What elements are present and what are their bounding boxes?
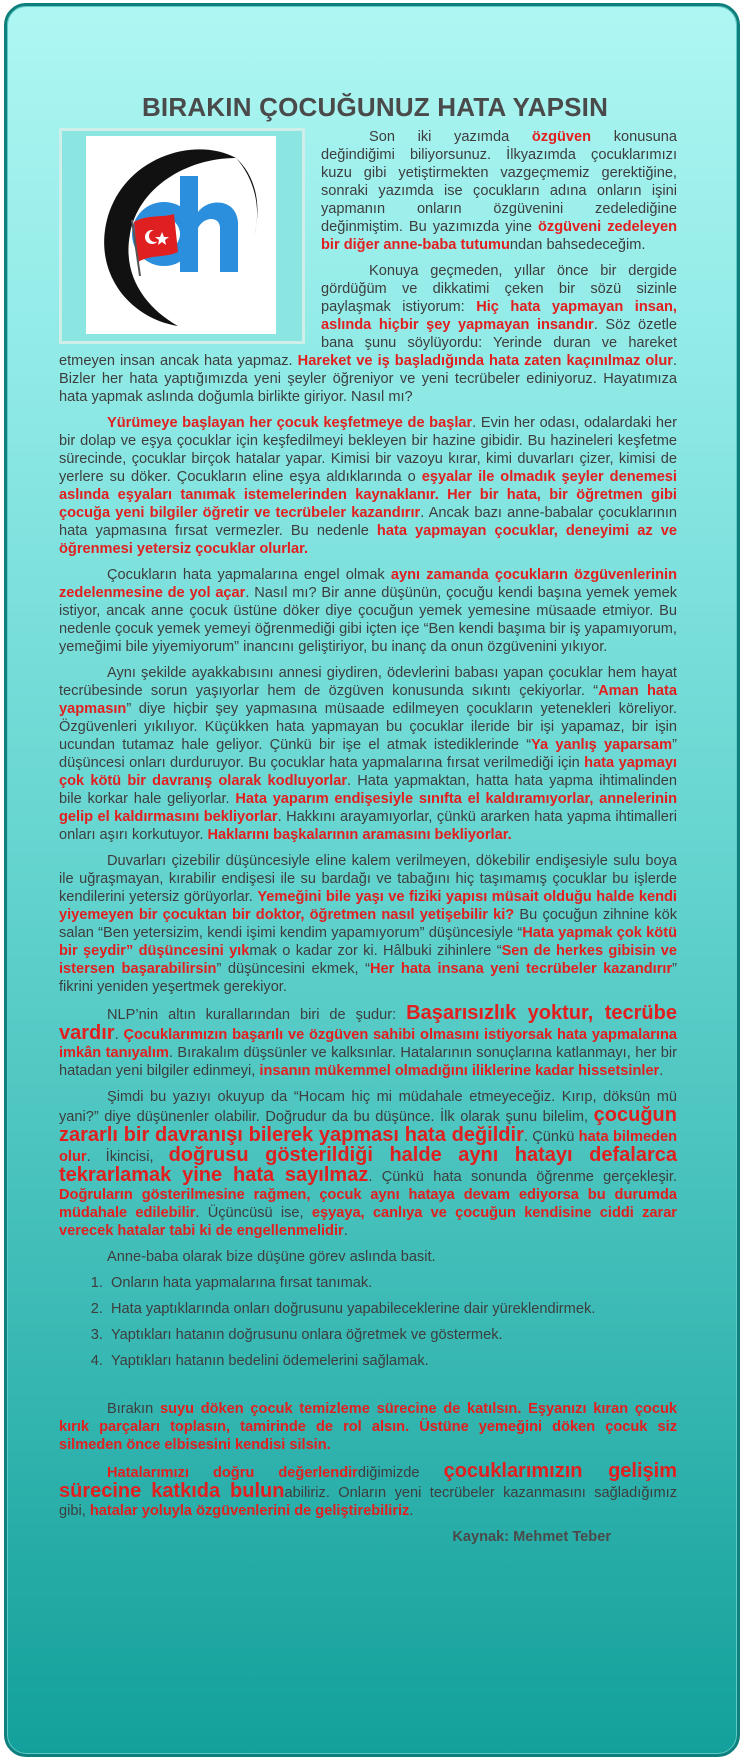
paragraph-1: Son iki yazımda özgüven konusuna değindiğimi biliyorsunuz. İlkyazımda çocuklarımızı kuzu gibi yetiştirmekten vazgeçmemiz gerektiğine, sonraki yazımda ise çocukların adına onların işini yapmanın onların özgüvenini zedelediğine değinmiştim. Bu yazımızda yine özgüveni zedeleyen bir diğer anne-baba tutumundan bahsedeceğim.: [321, 129, 677, 253]
paragraph-8: Şimdi bu yazıyı okuyup da “Hocam hiç mi müdahale etmeyeceğiz. Kırıp, döksün mü yani?” diye düşünenler olabilir. Doğrudur da bu düşünce. İlk olarak şunu bilelim, çocuğun zararlı bir davranışı bilerek yapması hata değildir. Çünkü hata bilmeden olur. İkincisi, doğrusu gösterildiği halde aynı hatayı defalarca tekrarlamak yine hata sayılmaz. Çünkü hata sonunda öğrenme gerçekleşir. Doğruların gösterilmesine rağmen, çocuk aynı hataya devam ediyorsa bu durumda müdahale edilebilir. Üçüncüsü ise, eşyaya, canlıya ve çocuğun kendisine ciddi zarar verecek hatalar tabi ki de engellenmelidir.: [59, 1089, 677, 1239]
paragraph-2: Konuya geçmeden, yıllar önce bir dergide gördüğüm ve dikkatimi çeken bir sözü sizinle paylaşmak istiyorum: Hiç hata yapmayan insan, aslında hiçbir şey yapmayan insandır. Söz özetle bana şunu söylüyordu: Yerinde duran ve hareket etmeyen insan ancak hata yapmaz. Hareket ve iş başladığında hata zaten kaçınılmaz olur. Bizler her hata yaptığımızda yeni şeyler öğreniyor ve yeni tecrübeler ediniyoruz. Hayatımıza hata yapmak aslında doğumla birlikte giriyor. Nasıl mı?: [59, 263, 677, 405]
article-body: [59, 128, 677, 1546]
list-item: 3. Yaptıkları hatanın doğrusunu onlara öğretmek ve göstermek.: [107, 1326, 677, 1344]
logo-icon: [86, 136, 276, 334]
source-credit: Kaynak: Mehmet Teber: [452, 1529, 611, 1545]
paragraph-7: NLP’nin altın kurallarından biri de şudur: Başarısızlık yoktur, tecrübe vardır. Çocuklarımızın başarılı ve özgüven sahibi olmasını istiyorsak hata yapmalarına imkân tanıyalım. Bırakalım düşsünler ve kalksınlar. Hatalarının sonuçlarına katlanmayı, her bir hatadan yeni bilgiler edinmeyi, insanın mükemmel olmadığını iliklerine kadar hissetsinler.: [59, 1002, 678, 1079]
paragraph-5: Aynı şekilde ayakkabısını annesi giydiren, ödevlerini babası yapan çocuklar hem hayat tecrübesinde sorun yaşıyorlar hem de özgüven konusunda sıkıntı çekiyorlar. “Aman hata yapmasın” diye hiçbir şey yapmasına müsaade edilmeyen çocukların yetenekleri köreliyor. Özgüvenleri yıkılıyor. Küçükken hata yapmayan bu çocuklar ileride bir işi yapamaz, bir işin ucundan tutamaz hale geliyor. Çünkü bir işe el atmak istediklerinde “Ya yanlış yaparsam” düşüncesi onları durduruyor. Bu çocuklar hata yapmalarına fırsat verilmediği için hata yapmayı çok kötü bir davranış olarak kodluyorlar. Hata yapmaktan, hatta hata yapma ihtimalinden bile korkar hale geliyorlar. Hata yaparım endişesiyle sınıfta el kaldıramıyorlar, annelerinin gelip el kaldırmasını bekliyorlar. Hakkını arayamıyorlar, çünkü ararken hata yapma ihtimalleri onları aşırı korkutuyor. Haklarını başkalarının aramasını bekliyorlar.: [59, 665, 677, 843]
paragraph-10: Bırakın suyu döken çocuk temizleme sürecine de katılsın. Eşyanızı kıran çocuk kırık parçaları toplasın, tamirinde de rol alsın. Üstüne yemeğini döken çocuk siz silmeden önce elbisesini kendisi silsin.: [59, 1401, 677, 1453]
list-item: 1. Onların hata yapmalarına fırsat tanımak.: [107, 1274, 677, 1292]
oh-logo-icon: [86, 136, 276, 334]
paragraph-6: Duvarları çizebilir düşüncesiyle eline kalem verilmeyen, dökebilir endişesiyle sulu boya ile uğraşmayan, kırabilir endişesi ile su bardağı ve tabağını hiç taşımamış çocuklar bu işlerde kendilerini yetersiz görüyorlar. Yemeğini bile yaşı ve fiziki yapısı müsait olduğu halde kendi yiyemeyen bir çocuktan bir doktor, öğretmen nasıl yetişebilir ki? Bu çocuğun zihnine kök salan “Ben yetersizim, kendi işimi kendim yapamıyorum” düşüncesiyle “Hata yapmak çok kötü bir şeydir” düşüncesini yıkmak o kadar zor ki. Hâlbuki zihinlere “Sen de herkes gibisin ve istersen başarabilirsin” düşüncesini ekmek, “Her hata insana yeni tecrübeler kazandırır” fikrini yeniden yeşertmek gerekiyor.: [59, 853, 678, 995]
paragraph-9: Anne-baba olarak bize düşüne görev aslında basit.: [107, 1249, 436, 1265]
list-item: 2. Hata yaptıklarında onları doğrusunu yapabileceklerine dair yüreklendirmek.: [107, 1300, 677, 1318]
page-title: BIRAKIN ÇOCUĞUNUZ HATA YAPSIN: [141, 92, 609, 122]
paragraph-11: Hatalarımızı doğru değerlendirdiğimizde çocuklarımızın gelişim sürecine katkıda bulunabiliriz. Onların yeni tecrübeler kazanmasını sağladığımız gibi, hatalar yoluyla özgüvenlerini de geliştirebiliriz.: [59, 1460, 677, 1519]
paragraph-4: Çocukların hata yapmalarına engel olmak aynı zamanda çocukların özgüvenlerinin zedelenmesine de yol açar. Nasıl mı? Bir anne düşünün, çocuğu kendi başına yemek yemek istiyor, ancak anne çocuk üstüne döker diye çocuğun yemek yemesine müsaade etmiyor. Bu nedenle çocuk yemek yemeyi öğrenmediği gibi içten içe “Ben kendi başıma bir iş yapamıyorum, yemeğimi bile yiyemiyorum” inancını geliştiriyor, bu inanç da onun özgüvenini yıkıyor.: [59, 567, 677, 655]
task-list: [59, 1274, 677, 1370]
paragraph-3: Yürümeye başlayan her çocuk keşfetmeye de başlar. Evin her odası, odalardaki her bir dolap ve eşya çocuklar için keşfedilmeyi bekleyen bir hazine gibidir. Bu hazineleri keşfetme sürecinde, çocuklar birçok hatalar yapar. Kimisi bir vazoyu kırar, kimi duvarları çizer, kimisi de yerlere su döker. Çocukların eline eşya aldıklarında o eşyalar ile olmadık şeyler denemesi aslında eşyaları tanımak istemelerinden kaynaklanır. Her bir hata, bir öğretmen gibi çocuğa yeni bilgiler öğretir ve tecrübeler kazandırır. Ancak bazı anne-babalar çocuklarının hata yapmasına fırsat vermezler. Bu nedenle hata yapmayan çocuklar, deneyimi az ve öğrenmesi yetersiz çocuklar olurlar.: [59, 415, 677, 557]
logo-frame: [59, 128, 305, 344]
list-item: 4. Yaptıkları hatanın bedelini ödemelerini sağlamak.: [107, 1352, 677, 1370]
